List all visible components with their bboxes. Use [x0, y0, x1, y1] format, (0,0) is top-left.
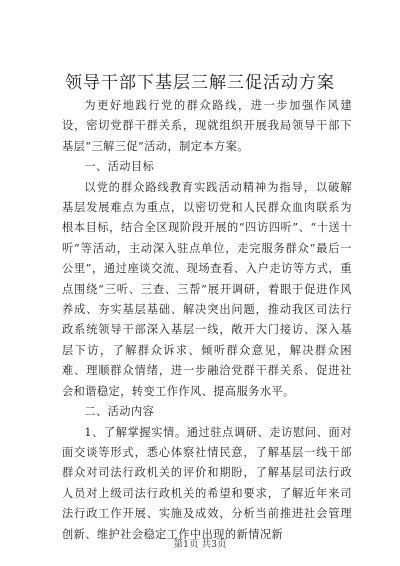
goals-paragraph: 以党的群众路线教育实践活动精神为指导，以破解基层发展难点为重点，以密切党和人民群众血肉联系为根本目标，结合全区现阶段开展的“四访四听”、“十送十听”等活动，主动深入驻点单位，走完服务群众“最后一公里”，通过座谈交流、现场查看、入户走访等方式，重点围绕“三听、三查、三帮”展开调研，着眼于促进作风养成、夯实基层基础、解决突出问题，推动我区司法行政系统领导干部深入基层一线，敞开大门接访、深入基层下访，了解群众诉求、倾听群众意见，解决群众困难、理顺群众情绪，进一步融洽党群干群关系、促进社会和谐稳定，转变工作作风、提高服务水平。	[62, 180, 352, 398]
section-heading-content: 二、活动内容	[84, 405, 155, 419]
document-body	[62, 96, 352, 545]
content-paragraph: 1、了解掌握实情。通过驻点调研、走访慰问、面对面交谈等形式，悉心体察社情民意，了解基层一线干部群众对司法行政机关的评价和期盼，了解基层司法行政人员对上级司法行政机关的希望和要求，了解近年来司法行政工作开展、实施及成效，分析当前推进社会管理创新、维护社会稳定工作中出现的新情况新	[62, 425, 352, 541]
document-title: 领导干部下基层三解三促活动方案	[65, 73, 335, 93]
page-number: 第1页 共3页	[173, 539, 227, 550]
section-heading-goals: 一、活动目标	[84, 160, 155, 174]
intro-paragraph: 为更好地践行党的群众路线，进一步加强作风建设，密切党群干群关系，现就组织开展我局领导干部下基层“三解三促”活动，制定本方案。	[62, 99, 352, 153]
